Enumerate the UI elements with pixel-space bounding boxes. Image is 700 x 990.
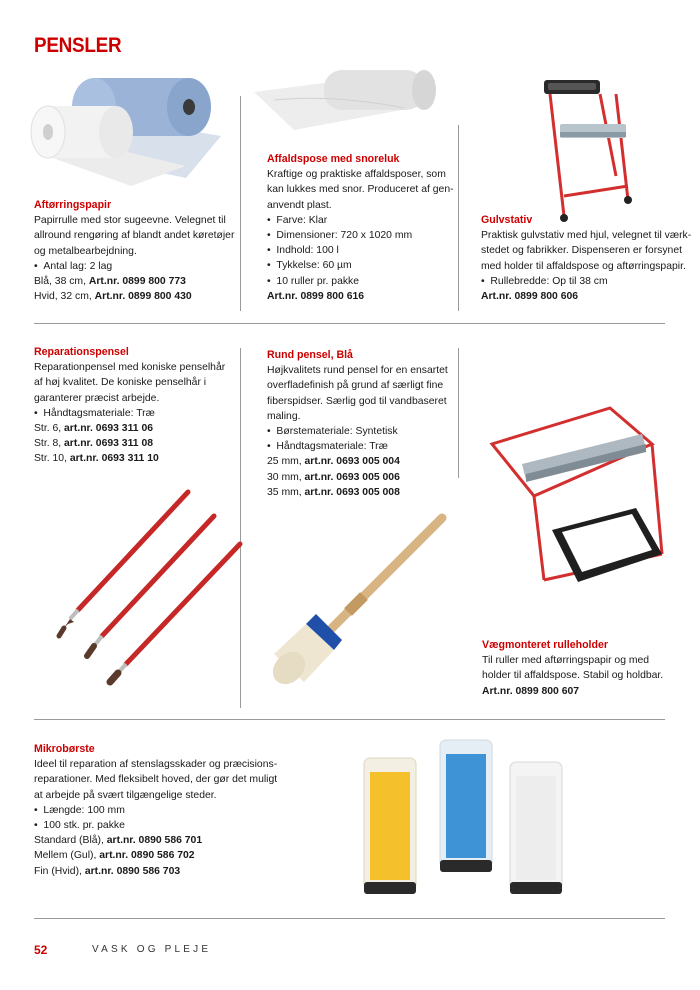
- section-name: VASK OG PLEJE: [92, 944, 212, 955]
- page-title: PENSLER: [34, 34, 122, 57]
- description-line: at arbejde på svært tilgængelige steder.: [34, 789, 217, 801]
- article-number: art.nr. 0693 005 006: [304, 471, 400, 483]
- micro-brush-tubes-image: [356, 736, 576, 904]
- product-affaldspose: [267, 152, 454, 304]
- article-line: Blå, 38 cm, Art.nr. 0899 800 773: [34, 276, 186, 288]
- description-line: Ideel til reparation af stenslagsskader og præcisions-: [34, 759, 278, 771]
- article-number: art.nr. 0693 311 08: [64, 438, 154, 450]
- product-mikroborste: [34, 742, 277, 879]
- article-number: Art.nr. 0899 800 607: [482, 685, 580, 697]
- article-line: Standard (Blå), art.nr. 0890 586 701: [34, 835, 203, 847]
- product-rund-pensel: [267, 348, 448, 500]
- article-line: Mellem (Gul), art.nr. 0890 586 702: [34, 850, 195, 862]
- article-number: art.nr. 0890 586 702: [99, 850, 195, 862]
- description-line: Kraftige og praktiske affaldsposer, som: [267, 169, 446, 181]
- description-line: med holder til affaldspose og aftørringspapir.: [481, 260, 686, 272]
- article-number: art.nr. 0890 586 703: [84, 865, 181, 877]
- spec-bullet: • Tykkelse: 60 µm: [267, 258, 454, 273]
- description-line: Papirrulle med stor sugeevne. Velegnet til: [34, 215, 226, 227]
- article-line: 35 mm, art.nr. 0693 005 008: [267, 486, 400, 498]
- column-divider-4: [458, 348, 459, 478]
- product-gulvstativ: [481, 213, 691, 304]
- product-title: Vægmonteret rulleholder: [482, 639, 608, 651]
- spec-bullet: • Børstemateriale: Syntetisk: [267, 424, 448, 439]
- spec-bullet: • 100 stk. pr. pakke: [34, 818, 277, 833]
- description-line: fiberspidser. Særlig god til vandbaseret: [267, 395, 447, 407]
- article-number: Art.nr. 0899 800 430: [94, 291, 192, 303]
- round-brush-image: [264, 510, 454, 700]
- article-number: Art.nr. 0899 800 616: [267, 290, 365, 302]
- description-line: garanterer præcist arbejde.: [34, 392, 160, 404]
- article-line: Hvid, 32 cm, Art.nr. 0899 800 430: [34, 291, 192, 303]
- article-line: [267, 289, 454, 304]
- wall-holder-image: [486, 404, 672, 616]
- description-line: og metalbearbejdning.: [34, 245, 137, 257]
- article-number: art.nr. 0890 586 701: [106, 835, 203, 847]
- description-line: anvendt plast.: [267, 199, 332, 211]
- paper-roll-image: [36, 66, 226, 194]
- spec-bullet: • Antal lag: 2 lag: [34, 259, 234, 274]
- article-line: Str. 8, art.nr. 0693 311 08: [34, 438, 154, 450]
- description-line: maling.: [267, 410, 301, 422]
- waste-bag-image: [254, 64, 444, 134]
- spec-bullet: • Dimensioner: 720 x 1020 mm: [267, 228, 454, 243]
- article-number: Art.nr. 0899 800 773: [88, 276, 186, 288]
- page-number: 52: [34, 943, 48, 957]
- product-title: Affaldspose med snoreluk: [267, 153, 400, 165]
- row-divider-2: [34, 719, 665, 720]
- spec-bullet: • Længde: 100 mm: [34, 803, 277, 818]
- product-title: Gulvstativ: [481, 214, 533, 226]
- row-divider-1: [34, 323, 665, 324]
- description-line: Reparationpensel med koniske penselhår: [34, 362, 226, 374]
- product-title: Mikrobørste: [34, 743, 95, 755]
- spec-bullet: • Indhold: 100 l: [267, 243, 454, 258]
- article-line: [482, 684, 663, 699]
- description-line: af høj kvalitet. De koniske penselhår i: [34, 377, 207, 389]
- product-vaegmonteret: [482, 638, 663, 699]
- product-aftorringspapir: [34, 198, 234, 304]
- article-number: art.nr. 0693 311 10: [69, 453, 159, 465]
- article-line: Str. 10, art.nr. 0693 311 10: [34, 453, 159, 465]
- article-line: Str. 6, art.nr. 0693 311 06: [34, 423, 154, 435]
- description-line: reparationer. Med fleksibelt hoved, der gør det muligt: [34, 774, 278, 786]
- description-line: kan lukkes med snor. Produceret af gen-: [267, 184, 454, 196]
- article-number: art.nr. 0693 311 06: [64, 423, 154, 435]
- spec-bullet: • Håndtagsmateriale: Træ: [34, 406, 225, 421]
- column-divider-1: [240, 96, 241, 311]
- article-number: art.nr. 0693 005 004: [304, 456, 400, 468]
- product-title: Reparationspensel: [34, 346, 129, 358]
- description-line: holder til affaldspose. Stabil og holdbar.: [482, 670, 664, 682]
- description-line: Højkvalitets rund pensel for en ensartet: [267, 365, 448, 377]
- spec-bullet: • Farve: Klar: [267, 213, 454, 228]
- column-divider-2: [458, 125, 459, 311]
- description-line: allround rengøring af blandt andet køretøjer: [34, 230, 235, 242]
- spec-bullet: • Håndtagsmateriale: Træ: [267, 439, 448, 454]
- description-line: overfladefinish på grund af særligt fine: [267, 380, 444, 392]
- floor-stand-image: [540, 76, 636, 224]
- footer-divider: [34, 918, 665, 919]
- product-reparationspensel: [34, 345, 225, 467]
- description-line: Praktisk gulvstativ med hjul, velegnet til værk-: [481, 230, 692, 242]
- article-number: Art.nr. 0899 800 606: [481, 291, 579, 303]
- product-title: Rund pensel, Blå: [267, 349, 353, 361]
- product-title: Aftørringspapir: [34, 199, 112, 211]
- article-line: 30 mm, art.nr. 0693 005 006: [267, 471, 400, 483]
- description-line: Til ruller med aftørringspapir og med: [482, 655, 650, 667]
- spec-bullet: • 10 ruller pr. pakke: [267, 274, 454, 289]
- article-number: art.nr. 0693 005 008: [304, 486, 400, 498]
- article-line: [481, 289, 691, 304]
- article-line: Fin (Hvid), art.nr. 0890 586 703: [34, 865, 181, 877]
- repair-brushes-image: [34, 486, 246, 686]
- spec-bullet: • Rullebredde: Op til 38 cm: [481, 274, 691, 289]
- description-line: stedet og fabrikker. Dispenseren er forsynet: [481, 245, 682, 257]
- article-line: 25 mm, art.nr. 0693 005 004: [267, 456, 400, 468]
